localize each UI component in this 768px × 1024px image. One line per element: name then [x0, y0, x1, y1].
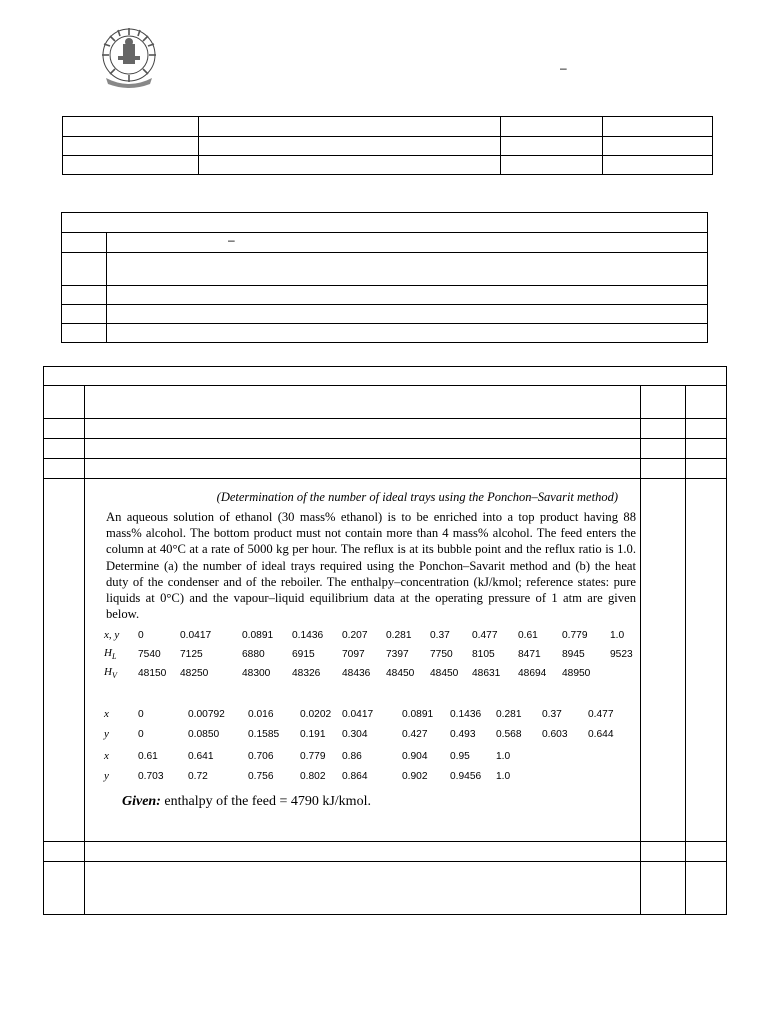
enthalpy-value: 48150 — [138, 668, 167, 679]
vle-value: 0.756 — [248, 771, 274, 782]
vle-value: 0.00792 — [188, 709, 225, 720]
cell — [641, 439, 686, 459]
cell — [85, 439, 641, 459]
enthalpy-value: 8471 — [518, 649, 541, 660]
vle-value: 0.9456 — [450, 771, 482, 782]
vle-value: 0.37 — [542, 709, 562, 720]
vle-value: 0.864 — [342, 771, 368, 782]
cell — [107, 324, 708, 343]
vle-value: 0.779 — [300, 751, 326, 762]
enthalpy-value: 48250 — [180, 668, 209, 679]
cell — [199, 117, 501, 137]
vle-value: 0.802 — [300, 771, 326, 782]
enthalpy-value: 7125 — [180, 649, 203, 660]
objectives-table — [61, 212, 708, 343]
cell — [44, 419, 85, 439]
vle-value: 0.304 — [342, 729, 368, 740]
cell — [641, 842, 686, 862]
label-x: x — [104, 708, 109, 720]
enthalpy-value: 0 — [138, 630, 144, 641]
label-y: y — [104, 770, 109, 782]
vle-value: 0.477 — [588, 709, 614, 720]
cell — [85, 862, 641, 915]
given-label: Given: — [122, 794, 161, 809]
cell — [44, 367, 727, 386]
enthalpy-value: 7397 — [386, 649, 409, 660]
cell — [603, 156, 713, 175]
given-line — [122, 794, 371, 810]
institute-logo — [100, 26, 158, 88]
vle-value: 0.72 — [188, 771, 208, 782]
cell — [62, 305, 107, 324]
vle-value: 0.0850 — [188, 729, 220, 740]
cell — [501, 156, 603, 175]
vle-value: 0.191 — [300, 729, 326, 740]
cell — [107, 233, 708, 253]
enthalpy-value: 0.1436 — [292, 630, 324, 641]
cell — [85, 459, 641, 479]
enthalpy-value: 6880 — [242, 649, 265, 660]
enthalpy-value: 0.61 — [518, 630, 538, 641]
label-xy: x, y — [104, 629, 120, 641]
vle-value: 0.95 — [450, 751, 470, 762]
cell — [44, 439, 85, 459]
cell — [641, 862, 686, 915]
cell — [107, 286, 708, 305]
enthalpy-value: 8945 — [562, 649, 585, 660]
enthalpy-value: 6915 — [292, 649, 315, 660]
cell — [63, 117, 199, 137]
label-hl: $H_L$ — [104, 647, 117, 662]
vle-value: 0.706 — [248, 751, 274, 762]
cell — [686, 862, 727, 915]
cell — [62, 213, 708, 233]
vle-value: 0.603 — [542, 729, 568, 740]
cell — [63, 137, 199, 156]
cell — [686, 842, 727, 862]
cell — [641, 419, 686, 439]
cell — [686, 479, 727, 842]
cell — [686, 439, 727, 459]
vle-value: 0.427 — [402, 729, 428, 740]
given-text: enthalpy of the feed = 4790 kJ/kmol. — [160, 794, 371, 809]
enthalpy-value: 48326 — [292, 668, 321, 679]
enthalpy-value: 0.207 — [342, 630, 368, 641]
vle-value: 0.493 — [450, 729, 476, 740]
cell — [107, 305, 708, 324]
cell — [62, 233, 107, 253]
enthalpy-value: 48436 — [342, 668, 371, 679]
cell — [63, 156, 199, 175]
vle-value: 1.0 — [496, 751, 511, 762]
cell — [686, 419, 727, 439]
cell — [62, 253, 107, 286]
enthalpy-value: 48450 — [430, 668, 459, 679]
enthalpy-value: 0.0417 — [180, 630, 212, 641]
enthalpy-value: 0.779 — [562, 630, 588, 641]
enthalpy-value: 48300 — [242, 668, 271, 679]
label-hv: $H_V$ — [104, 666, 117, 681]
vle-value: 0.281 — [496, 709, 522, 720]
vle-value: 0.61 — [138, 751, 158, 762]
cell — [44, 459, 85, 479]
cell — [603, 117, 713, 137]
vle-value: 0.902 — [402, 771, 428, 782]
cell — [603, 137, 713, 156]
vle-value: 0.641 — [188, 751, 214, 762]
cell — [199, 137, 501, 156]
cell — [44, 862, 85, 915]
cell — [44, 479, 85, 842]
cell — [641, 459, 686, 479]
vle-value: 0 — [138, 729, 144, 740]
enthalpy-value: 7097 — [342, 649, 365, 660]
enthalpy-value: 48950 — [562, 668, 591, 679]
vle-value: 0.703 — [138, 771, 164, 782]
enthalpy-value: 48450 — [386, 668, 415, 679]
header-dash: – — [560, 61, 567, 75]
vle-value: 0 — [138, 709, 144, 720]
cell — [85, 386, 641, 419]
enthalpy-value: 7540 — [138, 649, 161, 660]
enthalpy-value: 0.37 — [430, 630, 450, 641]
course-info-table — [62, 116, 713, 175]
cell — [501, 137, 603, 156]
vle-value: 0.568 — [496, 729, 522, 740]
vle-value: 1.0 — [496, 771, 511, 782]
enthalpy-value: 48631 — [472, 668, 501, 679]
cell — [641, 479, 686, 842]
enthalpy-value: 0.477 — [472, 630, 498, 641]
cell — [501, 117, 603, 137]
cell — [62, 324, 107, 343]
cell — [85, 842, 641, 862]
enthalpy-value: 48694 — [518, 668, 547, 679]
vle-value: 0.1585 — [248, 729, 280, 740]
cell — [44, 386, 85, 419]
cell — [686, 386, 727, 419]
cell — [686, 459, 727, 479]
vle-value: 0.0202 — [300, 709, 332, 720]
objective-dash: – — [228, 233, 235, 247]
vle-value: 0.1436 — [450, 709, 482, 720]
cell — [641, 386, 686, 419]
enthalpy-value: 0.0891 — [242, 630, 274, 641]
label-y: y — [104, 728, 109, 740]
cell — [85, 419, 641, 439]
enthalpy-value: 0.281 — [386, 630, 412, 641]
vle-value: 0.86 — [342, 751, 362, 762]
enthalpy-value: 7750 — [430, 649, 453, 660]
enthalpy-value: 9523 — [610, 649, 633, 660]
problem-statement — [86, 482, 638, 842]
problem-heading: (Determination of the number of ideal trays using the Ponchon–Savarit method) — [216, 490, 618, 504]
vle-value: 0.0891 — [402, 709, 434, 720]
cell — [44, 842, 85, 862]
cell — [107, 253, 708, 286]
vle-value: 0.644 — [588, 729, 614, 740]
cell — [199, 156, 501, 175]
cell — [62, 286, 107, 305]
problem-text: An aqueous solution of ethanol (30 mass% ethanol) is to be enriched into a top product having 88 mass% alcohol. The bottom product must not contain more than 4 mass% alcohol. The feed enters the column at 40°C at a rate of 5000 kg per hour. The reflux is at its bubble point and the reflux ratio is 1.0. Determine (a) the number of ideal trays required using the Ponchon–Savarit method and (b) the heat duty of the condenser and of the reboiler. The enthalpy–concentration (kJ/kmol; reference states: pure liquids at 0°C) and the vapour–liquid equilibrium data at the operating pressure of 1 atm are given below. — [106, 510, 636, 622]
enthalpy-value: 8105 — [472, 649, 495, 660]
vle-value: 0.0417 — [342, 709, 374, 720]
enthalpy-value: 1.0 — [610, 630, 625, 641]
vle-value: 0.016 — [248, 709, 274, 720]
vle-value: 0.904 — [402, 751, 428, 762]
label-x: x — [104, 750, 109, 762]
